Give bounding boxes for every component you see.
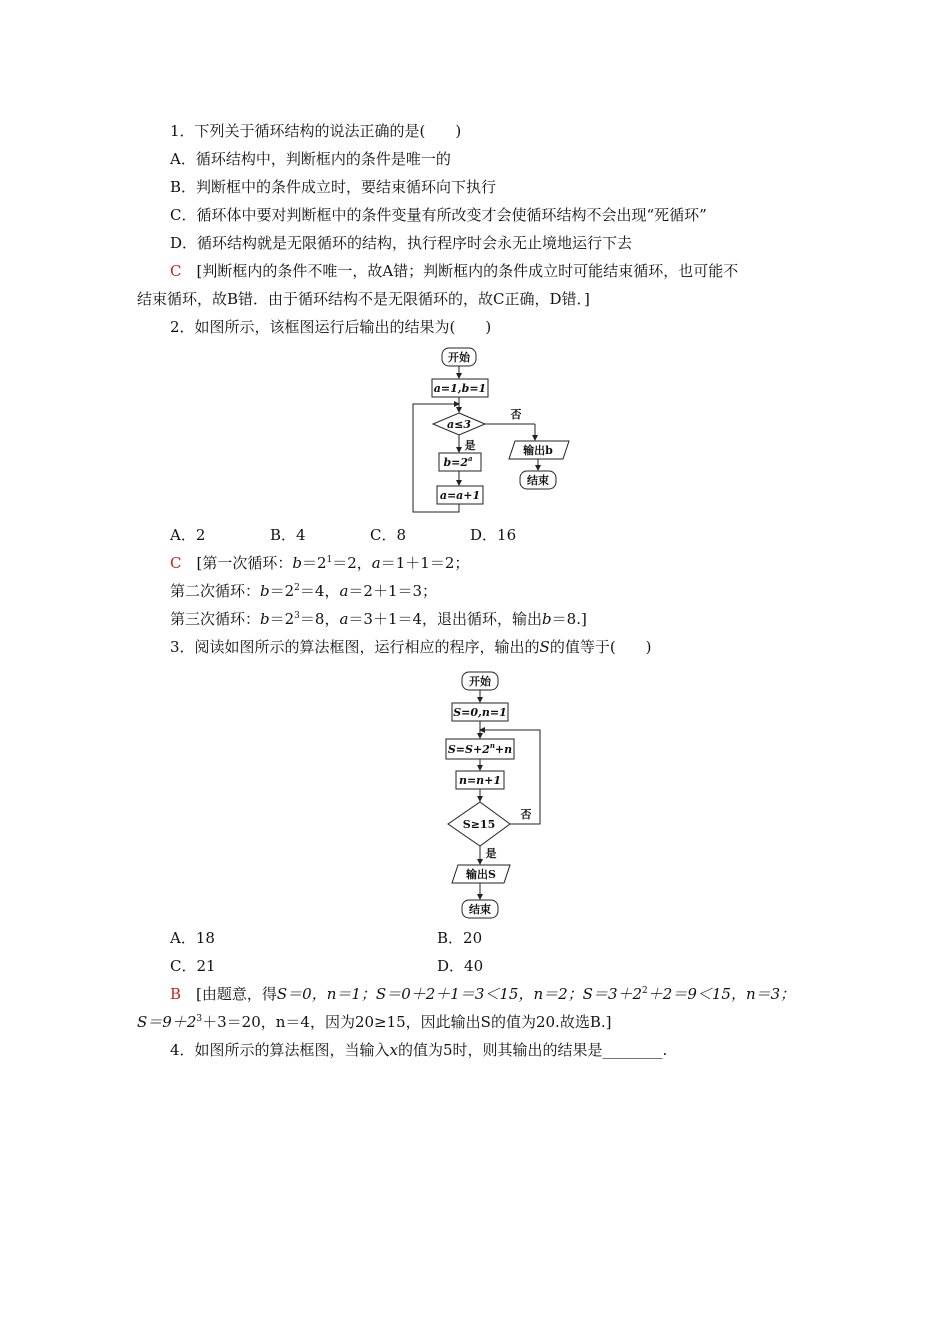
q3-stem xyxy=(170,636,652,658)
q3-exp1-text: ＋2＝9＜15，n＝3； xyxy=(647,985,796,1003)
q2-exp1-text: ＝2， xyxy=(332,554,372,572)
q3-stem-text: 的值等于( ) xyxy=(549,638,652,656)
q4-stem-text: 4．如图所示的算法框图，当输入 xyxy=(170,1041,390,1059)
q3-body-label: $S=S+2^n+n$ xyxy=(447,741,513,756)
q3-exp2-text: S＝9＋2 xyxy=(137,1013,197,1031)
q2-exp3-text: ＝3＋1＝4，退出循环，输出 xyxy=(348,610,543,628)
q2-start-label: 开始 xyxy=(448,351,470,364)
q3-explanation-line2 xyxy=(137,1011,611,1033)
q2-assign-a-label: a=a+1 xyxy=(439,489,481,502)
q2-option-a: A．2 xyxy=(170,526,206,544)
q2-exp2-text: ＝2＋1＝3； xyxy=(348,582,438,600)
q3-exp1-sup: 2 xyxy=(642,986,648,996)
q2-option-b: B．4 xyxy=(270,526,306,544)
q3-incr-label: n=n+1 xyxy=(458,774,502,787)
q2-exp3-text: ＝8， xyxy=(299,610,340,628)
q2-no-label: 否 xyxy=(510,408,522,421)
q2-answer: C xyxy=(170,554,182,572)
q3-option-c: C．21 xyxy=(170,957,216,975)
q2-exp3-text: ＝8.] xyxy=(551,610,587,628)
q1-option-b: B．判断框中的条件成立时，要结束循环向下执行 xyxy=(170,178,497,196)
q2-exp2-var-a: a xyxy=(339,582,349,600)
q3-init-label: S=0,n=1 xyxy=(453,706,507,719)
q2-output-label: 输出b xyxy=(523,444,553,457)
q2-init-label: a=1,b=1 xyxy=(433,382,487,395)
q2-exp2-sup: 2 xyxy=(294,583,300,593)
q2-exp3-var-b: b xyxy=(542,610,552,628)
q2-stem: 2．如图所示，该框图运行后输出的结果为( ) xyxy=(170,318,492,336)
q3-exp2-text: ＋3＝20，n＝4，因为20≥15，因此输出S的值为20.故选B.] xyxy=(202,1013,612,1031)
q2-exp1-text: ＝2 xyxy=(301,554,327,572)
q2-exp1-var-b: b xyxy=(292,554,302,572)
q1-option-c: C．循环体中要对判断框中的条件变量有所改变才会使循环结构不会出现“死循环” xyxy=(170,206,707,224)
q2-exp3-sup: 3 xyxy=(294,611,300,621)
q3-exp1-text: [由题意，得 xyxy=(196,985,277,1003)
q2-option-c: C．8 xyxy=(370,526,407,544)
q4-stem-var: x xyxy=(389,1041,399,1059)
q2-explanation-line2 xyxy=(170,580,437,602)
q3-condition-label: S≥15 xyxy=(462,818,496,831)
q3-end-label: 结束 xyxy=(469,903,491,916)
q3-stem-text: 3．阅读如图所示的算法框图，运行相应的程序，输出的 xyxy=(170,638,540,656)
q2-exp1-text: [第一次循环： xyxy=(196,554,293,572)
q3-yes-label: 是 xyxy=(485,847,497,860)
q2-exp1-text: ＝1＋1＝2； xyxy=(380,554,470,572)
q2-flowchart xyxy=(400,344,590,516)
q4-stem xyxy=(170,1039,667,1061)
q2-exp2-text: ＝2 xyxy=(269,582,295,600)
q2-exp3-text: 第三次循环： xyxy=(170,610,261,628)
q4-stem-text: 的值为5时，则其输出的结果是________. xyxy=(398,1041,668,1059)
q2-exp3-text: ＝2 xyxy=(269,610,295,628)
q1-stem: 1．下列关于循环结构的说法正确的是( ) xyxy=(170,122,462,140)
q2-exp2-text: 第二次循环： xyxy=(170,582,261,600)
q3-no-label: 否 xyxy=(520,808,532,821)
q3-output-label: 输出S xyxy=(466,868,496,881)
q2-exp1-sup: 1 xyxy=(326,555,333,565)
q2-explanation-line1 xyxy=(170,552,469,574)
q2-exp3-var-b: b xyxy=(260,610,270,628)
q2-option-d: D．16 xyxy=(470,526,517,544)
q1-exp1: [判断框内的条件不唯一，故A错；判断框内的条件成立时可能结束循环，也可能不 xyxy=(196,262,739,280)
q3-option-d: D．40 xyxy=(437,957,484,975)
q3-flowchart xyxy=(430,664,560,926)
q2-exp1-var-a: a xyxy=(371,554,381,572)
q2-explanation-line3 xyxy=(170,608,587,630)
q3-explanation-line1 xyxy=(170,983,795,1005)
q3-start-label: 开始 xyxy=(469,675,491,688)
q3-answer: B xyxy=(170,985,182,1003)
q2-assign-b-label: $b=2^a$ xyxy=(443,454,473,469)
q2-end-label: 结束 xyxy=(527,474,549,487)
q3-stem-var: S xyxy=(539,638,550,656)
q3-exp2-sup: 3 xyxy=(196,1014,203,1024)
q3-exp1-text: S＝0，n＝1；S＝0＋2＋1＝3＜15，n＝2；S＝3＋2 xyxy=(276,985,643,1003)
q3-option-b: B．20 xyxy=(437,929,483,947)
q3-option-a: A．18 xyxy=(170,929,215,947)
q2-exp2-text: ＝4， xyxy=(299,582,340,600)
q2-exp2-var-b: b xyxy=(260,582,270,600)
q2-exp3-var-a: a xyxy=(339,610,349,628)
q1-explanation-line2: 结束循环，故B错．由于循环结构不是无限循环的，故C正确，D错．] xyxy=(137,290,590,308)
q2-yes-label: 是 xyxy=(464,439,476,452)
q1-answer: C xyxy=(170,262,182,280)
q1-option-d: D．循环结构就是无限循环的结构，执行程序时会永无止境地运行下去 xyxy=(170,234,633,252)
q2-condition-label: a≤3 xyxy=(447,418,471,431)
q1-explanation-line1 xyxy=(170,260,738,282)
q1-option-a: A．循环结构中，判断框内的条件是唯一的 xyxy=(170,150,451,168)
